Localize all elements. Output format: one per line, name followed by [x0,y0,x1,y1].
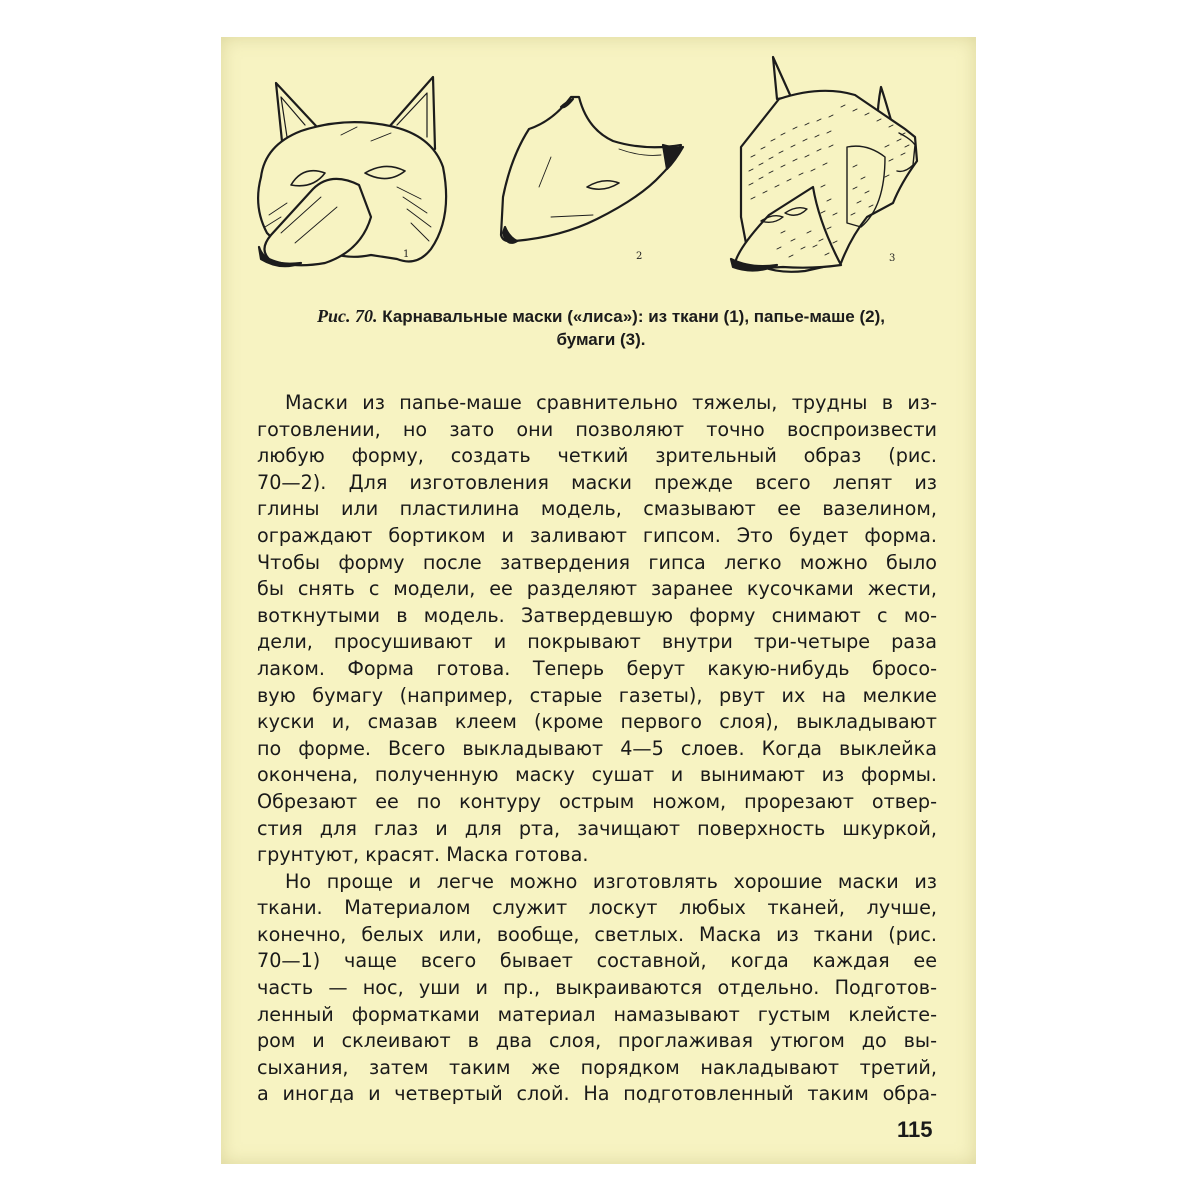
figure-number-3: 3 [889,253,896,264]
text-line: ткани. Материалом служит лоскут любых тканей, лучше, [257,896,937,920]
figure-label: Рис. 70. [317,306,378,326]
text-line: 70—1) чаще всего бывает составной, когда каждая ее [257,949,937,973]
text-line: грунтуют, красят. Маска готова. [257,843,589,867]
fox-mask-fabric-illustration [258,77,446,266]
body-text [257,390,937,1108]
text-line: по форме. Всего выкладывают 4—5 слоев. Когда выклейка [257,736,937,760]
figure-number-2: 2 [636,251,643,262]
text-line: Чтобы форму после затвердения гипса легко можно было [257,550,937,574]
text-line: ограждают бортиком и заливают гипсом. Это будет форма. [257,523,937,547]
text-line: дели, просушивают и покрывают внутри три-четыре раза [257,630,937,654]
caption-line-1: Карнавальные маски («лиса»): из ткани (1), папье-маше (2), [382,307,885,326]
text-line: а иногда и четвертый слой. На подготовленный таким обра- [257,1082,937,1106]
caption-line-2: бумаги (3). [556,330,646,349]
text-line: лаком. Форма готова. Теперь берут какую-нибудь бросо- [257,656,937,680]
book-page [221,37,976,1164]
text-line: стия для глаз и для рта, зачищают поверхность шкуркой, [257,816,937,840]
text-line: 70—2). Для изготовления маски прежде всего лепят из [257,470,937,494]
figure-number-1: 1 [403,249,410,260]
text-line: Обрезают ее по контуру острым ножом, прорезают отвер- [257,789,937,813]
text-line: воткнутыми в модель. Затвердевшую форму снимают с мо- [257,603,937,627]
figure-caption [251,305,951,351]
text-line: готовлении, но зато они позволяют точно воспроизвести [257,417,937,441]
text-line: сыхания, затем таким же порядком накладывают третий, [257,1055,937,1079]
text-line: вую бумагу (например, старые газеты), рвут их на мелкие [257,683,937,707]
text-line: Маски из папье-маше сравнительно тяжелы, трудны в из- [285,391,937,414]
text-line: часть — нос, уши и пр., выкраиваются отдельно. Подготов- [257,976,937,1000]
fox-mask-paper-illustration [731,57,917,272]
text-line: ленный форматками материал намазывают густым клейсте- [257,1002,937,1026]
figure-illustrations [221,37,976,307]
fox-mask-papier-mache-illustration [501,97,683,243]
text-line: Но проще и легче можно изготовлять хорошие маски из [285,869,937,893]
text-line: окончена, полученную маску сушат и вынимают из формы. [257,763,937,787]
text-line: куски и, смазав клеем (кроме первого слоя), выкладывают [257,710,937,734]
text-line: ром и склеивают в два слоя, проглаживая утюгом до вы- [257,1029,937,1053]
text-line: бы снять с модели, ее разделяют заранее кусочками жести, [257,577,937,601]
text-line: конечно, белых или, вообще, светлых. Маска из ткани (рис. [257,922,937,946]
page-number: 115 [897,1117,933,1142]
text-line: любую форму, создать четкий зрительный образ (рис. [257,444,937,468]
text-line: глины или пластилина модель, смазывают ее вазелином, [257,497,937,521]
